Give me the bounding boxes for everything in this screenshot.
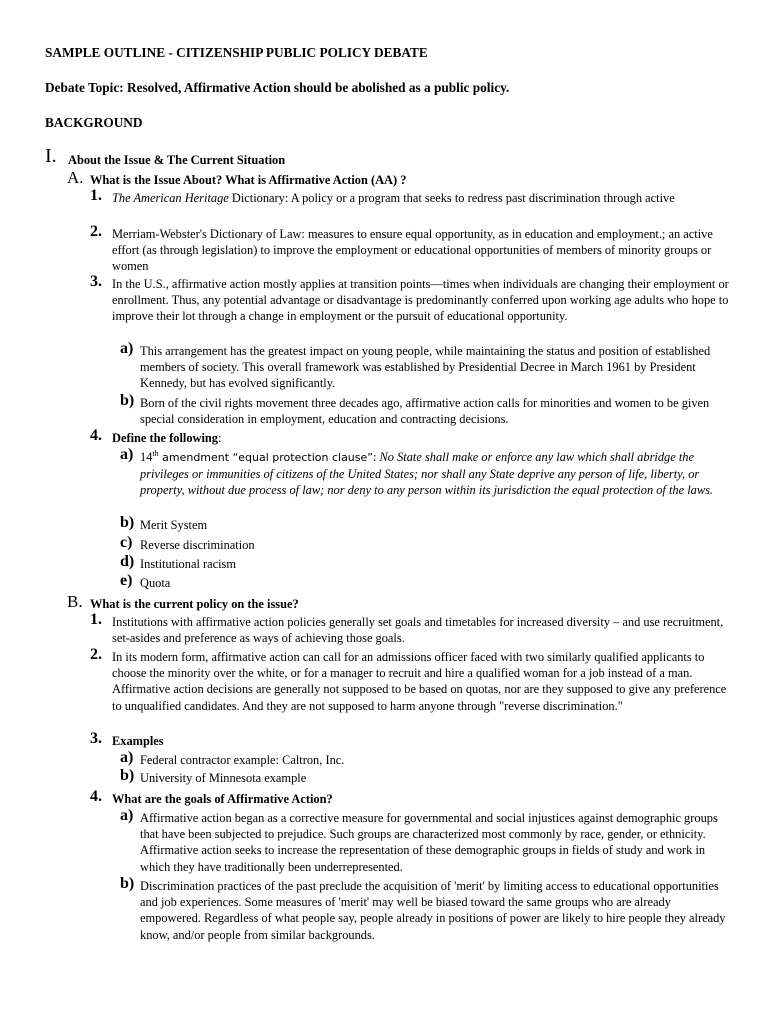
outline-section-1a (67, 168, 727, 188)
paragraph-text: Discrimination practices of the past preclude the acquisition of 'merit' by limiting access to educational opportunities and job experiences. Some measures of 'merit' may well be biased toward the same groups who are already empowered. Regardless of what people say, people already in positions of power are likely to hire people they already know, and/or people from similar backgrounds. (140, 879, 726, 942)
clause-quote: No State shall make or enforce any law which shall abridge the privileges or immunities of citizens of the United States; nor shall any State deprive any person of life, liberty, or property, without due process of law; nor deny to any person within its jurisdiction the equal protection of the laws. (140, 450, 714, 498)
term-text: Reverse discrimination (140, 538, 255, 552)
outline-marker: b) (120, 767, 135, 784)
outline-item-b3 (90, 730, 730, 749)
paragraph-text: This arrangement has the greatest impact on young people, while maintaining the status and position of established members of society. This overall framework was established by Presidential Decree in March 1961 by President Kennedy, but has evolved significantly. (140, 344, 711, 391)
paragraph-text: In its modern form, affirmative action can call for an admissions officer faced with two similarly qualified applicants to choose the minority over the white, or for a manager to recruit and hire a qualified woman for a job instead of a man. Affirmative action decisions are generally not supposed to be based on quotas, nor are they supposed to give any preference to unqualified candidates. And they are not supposed to harm anyone through "reverse discrimination." (112, 650, 727, 713)
outline-marker: 2. (90, 223, 102, 240)
outline-marker: A. (67, 168, 84, 187)
outline-marker: B. (67, 592, 83, 611)
outline-marker: 3. (90, 273, 102, 290)
paragraph-text: Institutions with affirmative action policies generally set goals and timetables for increased diversity – and use recruitment, set-asides and preference as ways of achieving those goals. (112, 615, 724, 646)
outline-item-b3a (120, 749, 726, 768)
outline-marker: a) (120, 446, 134, 463)
outline-item-a4d (120, 553, 726, 572)
define-heading: Define the following: (112, 431, 222, 445)
paragraph-text: Affirmative action began as a corrective measure for governmental and social injustices against demographic groups that have been subjected to prejudice. Such groups are characterized most commonly by race, gender, or ethnicity. Affirmative action seeks to increase the representation of these demographic groups in fields of study and work in which they have traditionally been underrepresented. (140, 811, 718, 874)
outline-item-a3b (120, 392, 726, 427)
outline-marker: d) (120, 553, 135, 570)
outline-item-a4 (90, 427, 730, 446)
section-heading: About the Issue & The Current Situation (68, 153, 286, 167)
outline-item-b2 (90, 646, 730, 714)
equal-protection-clause: 14th amendment “equal protection clause”: No State shall make or enforce any law which shall abridge the privileges or immunities of citizens of the United States; nor shall any State deprive any person of life, liberty, or property, without due process of law; nor deny to any person within its jurisdiction the equal protection of the laws. (140, 448, 714, 498)
outline-marker: e) (120, 572, 133, 589)
outline-marker: I. (45, 145, 57, 167)
outline-marker: 1. (90, 611, 102, 628)
definition-body: Dictionary: A policy or a program that seeks to redress past discrimination through active (228, 191, 675, 205)
outline-marker: 3. (90, 730, 102, 747)
outline-item-b1 (90, 611, 730, 646)
outline-item-a4b (120, 514, 726, 533)
outline-item-a4a (120, 446, 726, 499)
outline-marker: b) (120, 392, 135, 409)
outline-marker: 4. (90, 427, 102, 444)
outline-item-b4a (120, 807, 726, 875)
definition-text (112, 190, 730, 206)
outline-item-a4e (120, 572, 726, 591)
examples-heading: Examples (112, 734, 164, 748)
term-text: Quota (140, 576, 171, 590)
goals-heading: What are the goals of Affirmative Action? (112, 792, 333, 806)
outline-item-b4b (120, 875, 726, 943)
outline-marker: 4. (90, 788, 102, 805)
outline-item-b3b (120, 767, 726, 786)
outline-marker: 2. (90, 646, 102, 663)
outline-item-a2 (90, 223, 730, 275)
outline-section-1b (67, 592, 727, 612)
outline-marker: a) (120, 340, 134, 357)
subsection-heading: What is the Issue About? What is Affirmative Action (AA) ? (90, 173, 407, 187)
paragraph-text: In the U.S., affirmative action mostly applies at transition points—times when individuals are changing their employment or enrollment. Thus, any potential advantage or disadvantage is predominantly conferred upon working age adults who hope to improve their lot through a change in employment or the pursuit of educational opportunity. (112, 277, 729, 324)
section-background-heading: BACKGROUND (45, 115, 143, 130)
outline-item-a1 (90, 187, 730, 206)
outline-marker: c) (120, 534, 133, 551)
definition-text: Merriam-Webster's Dictionary of Law: measures to ensure equal opportunity, as in education and employment.; an active effort (as through legislation) to improve the employment or educational opportunities of members of minority groups or women (112, 227, 713, 274)
outline-marker: b) (120, 875, 135, 892)
outline-marker: b) (120, 514, 135, 531)
outline-marker: 1. (90, 187, 102, 204)
outline-item-a3 (90, 273, 730, 325)
outline-item-a4c (120, 534, 726, 553)
document-title: SAMPLE OUTLINE - CITIZENSHIP PUBLIC POLICY DEBATE (45, 45, 428, 60)
debate-topic: Debate Topic: Resolved, Affirmative Action should be abolished as a public policy. (45, 80, 510, 95)
outline-section-1 (45, 145, 725, 168)
term-text: Merit System (140, 518, 208, 532)
example-text: Federal contractor example: Caltron, Inc. (140, 753, 345, 767)
dictionary-source: The American Heritage (112, 191, 229, 205)
outline-marker: a) (120, 807, 134, 824)
outline-item-a3a (120, 340, 726, 392)
example-text: University of Minnesota example (140, 771, 307, 785)
outline-marker: a) (120, 749, 134, 766)
term-text: Institutional racism (140, 557, 237, 571)
paragraph-text: Born of the civil rights movement three decades ago, affirmative action calls for minorities and women to be given special consideration in employment, education and contracting decisions. (140, 396, 710, 427)
subsection-heading: What is the current policy on the issue? (90, 597, 299, 611)
outline-item-b4 (90, 788, 730, 807)
